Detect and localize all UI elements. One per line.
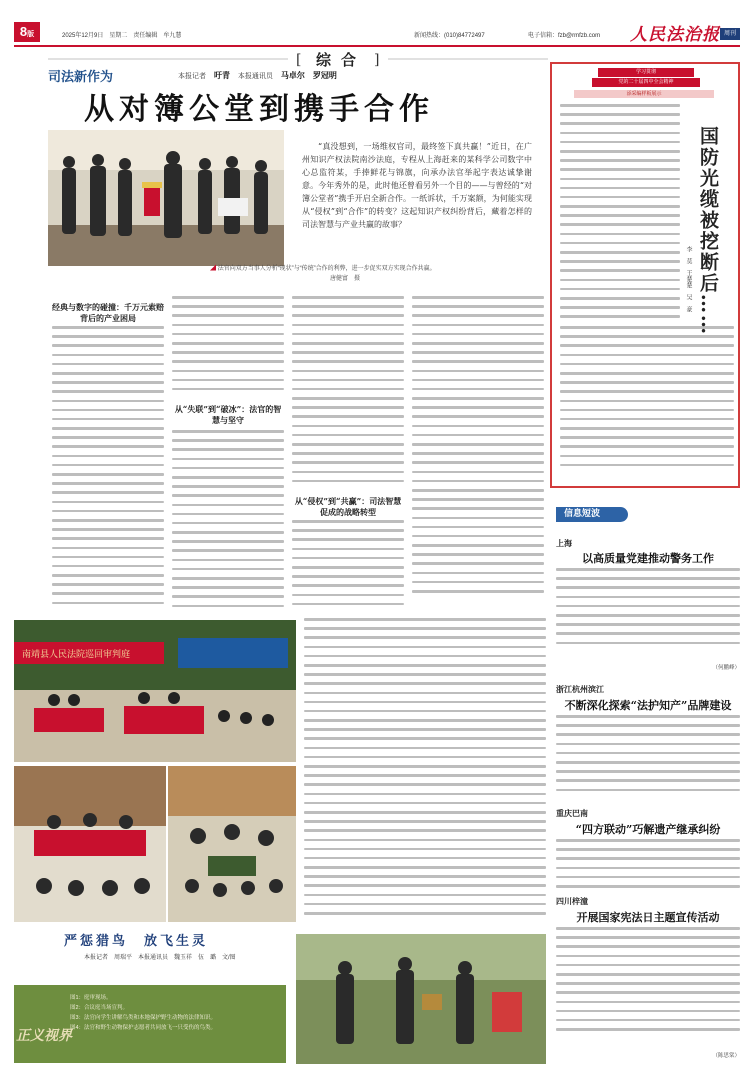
pull-quote [288, 130, 546, 250]
brand-logo: 人民法治报 [630, 25, 720, 45]
contact-line: 新闻热线：(010)84772497 [414, 33, 485, 39]
brief-title: 开展国家宪法日主题宣传活动 [576, 911, 720, 924]
text-lines [412, 296, 544, 593]
brief-location: 上海 [556, 538, 572, 548]
text-lines [304, 618, 546, 915]
byline [178, 70, 343, 81]
feature-photo-4 [296, 934, 546, 1064]
byline-prefix: 本报记者 [178, 73, 206, 80]
body-column-4 [412, 296, 544, 616]
masthead-rule [14, 45, 740, 47]
text-lines [560, 104, 680, 318]
section-label: 综合 [316, 51, 367, 69]
column-brand [48, 66, 168, 85]
text-lines [172, 430, 284, 607]
legend-item: 图4：法官和野生动物保护志愿者共同放飞一只受伤的鸟类。 [70, 1025, 217, 1031]
text-lines [52, 326, 164, 604]
legend-mark: 正义视界 [16, 1028, 72, 1044]
body-column-3b [292, 520, 404, 616]
caption-credit: 唐健富 摄 [330, 276, 361, 282]
brief-location: 重庆巴南 [556, 808, 588, 818]
sidebar-text-bottom [560, 326, 734, 482]
body-column-3 [292, 296, 404, 496]
correspondents-prefix: 本报通讯员 [237, 73, 273, 80]
legend-item: 图3：法官向学生讲解鸟类和本地保护野生动物的法律知识。 [70, 1015, 217, 1021]
subhead-3: 从“侵权”到“共赢”：司法智慧促成的战略转型 [294, 496, 402, 517]
legend-item: 图1：庭审现场。 [70, 995, 112, 1001]
date-line: 2025年12月9日 星期二 责任编辑 牟九慧 [62, 33, 182, 39]
correspondents-names: 马卓尔 罗冠明 [280, 71, 337, 80]
feature-photo-1 [14, 620, 296, 762]
feature-body [304, 618, 546, 934]
briefs-tag: 信息短波 [556, 507, 628, 522]
body-column-1 [52, 326, 164, 616]
page-number: 8 [19, 24, 28, 39]
reporter-name: 吁青 [213, 71, 230, 80]
sidebar-authors: 李 莫 王楚楚 吴 豪 [685, 246, 691, 312]
subhead-1: 经典与数字的碰撞：千万元索赔背后的产业困局 [52, 302, 164, 323]
text-lines [172, 296, 284, 390]
pull-quote-text: “真没想到，一场维权官司，最终签下真共赢！”近日，在广州知识产权法院南沙法庭，专程从上海赶来的某科学公司数字中心总监符某，手捧鲜花与锦旗，向承办法官举起字表达诚挚谢意。今年秀外的是，此时他还曾看另外一个目的——与曾经的“对簿公堂者”携手开启全新合作。一纸诉状，千万案额，为何能实现从“侵权”到“合作”的转变？这起知识产权纠纷背后，藏着怎样的司法智慧与产业共赢的故事？ [302, 142, 532, 229]
sidebar-title: 国防光缆被挖断后…… [697, 126, 719, 336]
brief-title: 以高质量党建推动警务工作 [582, 552, 714, 565]
banner-text: 南靖县人民法院巡回审判庭 [22, 650, 131, 660]
brand-sub: 周刊 [720, 28, 740, 40]
feature-title: 严惩猎鸟 放飞生灵 [64, 934, 209, 949]
svg-text:[: [ [296, 52, 302, 68]
subhead-2: 从“失联”到“破冰”：法官的智慧与坚守 [174, 404, 282, 425]
text-lines [292, 296, 404, 482]
text-lines [560, 326, 734, 466]
brief-signoff: （陈思棠） [712, 1053, 740, 1059]
feature-photo-2 [14, 766, 166, 922]
column-name: 司法新作为 [48, 70, 114, 85]
sidebar-badge-top: 学习贯彻 [598, 68, 694, 77]
text-lines [556, 715, 740, 791]
brief-location: 浙江杭州滨江 [556, 684, 604, 694]
sidebar-badge-main: 党的二十届四中全会精神 [592, 78, 700, 87]
feature-byline: 本报记者 周瑞平 本报通讯员 魏玉祥 伍 璐 文/图 [84, 955, 236, 961]
text-lines [556, 927, 740, 1031]
masthead [0, 0, 748, 46]
brief-body [556, 927, 740, 1051]
brief-title: 不断深化探索“法护知产”品牌建设 [564, 699, 732, 712]
feature-photo-3 [168, 766, 296, 922]
brief-title: “四方联动”巧解遗产继承纠纷 [575, 823, 721, 836]
brief-body [556, 715, 740, 805]
text-lines [292, 520, 404, 605]
svg-text:]: ] [374, 52, 380, 68]
email-line: 电子信箱：fzb@rmfzb.com [528, 33, 601, 39]
brief-body [556, 839, 740, 897]
page-headline: 从对簿公堂到携手合作 [84, 92, 434, 127]
brief-location: 四川梓潼 [556, 896, 588, 906]
text-lines [556, 839, 740, 888]
legend-item: 图2：合议庭当场宣判。 [70, 1005, 129, 1011]
legend-list [70, 993, 216, 1033]
sidebar-sub-badge: 添采编样板展示 [574, 90, 714, 98]
lead-photo [48, 130, 284, 266]
photo-caption [210, 264, 540, 284]
body-column-2b [172, 430, 284, 616]
text-lines [556, 568, 740, 644]
sidebar-box [550, 62, 740, 488]
caption-text: 法官向双方当事人分析“现状”与“传统”合作的利弊，进一步促实双方实现合作共赢。 [217, 266, 436, 272]
brief-body [556, 568, 740, 658]
camera-icon: ◢ [210, 266, 217, 272]
brief-signoff: （何鹏峰） [712, 665, 740, 671]
page-number-badge [14, 22, 40, 42]
page-suffix: 版 [27, 31, 35, 38]
